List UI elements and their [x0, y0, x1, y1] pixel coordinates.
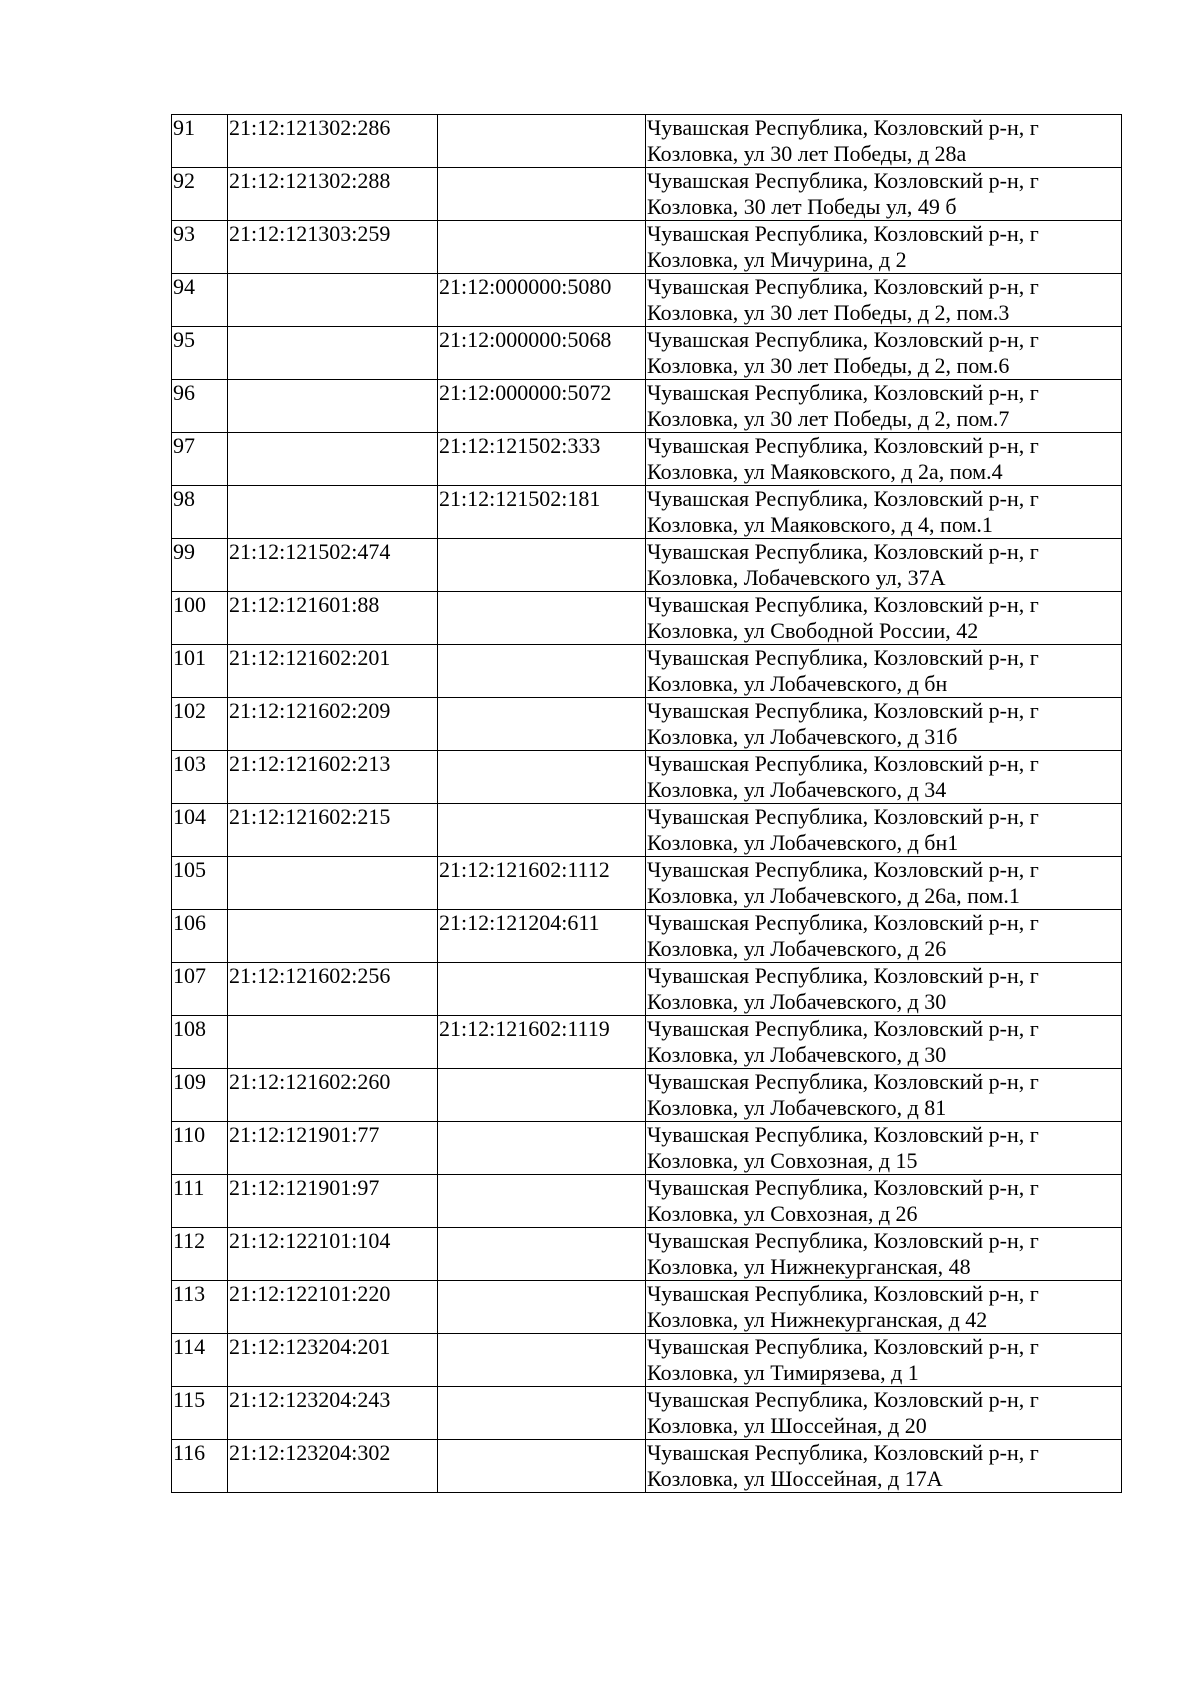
land-cadastral-number-cell: 21:12:121602:256 — [228, 963, 438, 1016]
row-number-cell: 105 — [172, 857, 228, 910]
land-cadastral-number-cell: 21:12:123204:201 — [228, 1334, 438, 1387]
object-cadastral-number-cell — [438, 1175, 646, 1228]
address-line-street: Козловка, ул Мичурина, д 2 — [647, 247, 907, 272]
land-cadastral-number-cell — [228, 433, 438, 486]
address-line-street: Козловка, Лобачевского ул, 37А — [647, 565, 946, 590]
address-line-region: Чувашская Республика, Козловский р-н, г — [647, 1334, 1039, 1359]
row-number-cell: 115 — [172, 1387, 228, 1440]
address-cell — [646, 910, 1122, 963]
land-cadastral-number-cell: 21:12:121303:259 — [228, 221, 438, 274]
address-line-region: Чувашская Республика, Козловский р-н, г — [647, 115, 1039, 140]
object-cadastral-number-cell: 21:12:121502:333 — [438, 433, 646, 486]
address-line-street: Козловка, ул Маяковского, д 2а, пом.4 — [647, 459, 1003, 484]
row-number-cell: 92 — [172, 168, 228, 221]
land-cadastral-number-cell: 21:12:121502:474 — [228, 539, 438, 592]
address-cell — [646, 115, 1122, 168]
address-line-street: Козловка, ул 30 лет Победы, д 2, пом.6 — [647, 353, 1010, 378]
object-cadastral-number-cell: 21:12:121602:1112 — [438, 857, 646, 910]
address-cell — [646, 486, 1122, 539]
object-cadastral-number-cell — [438, 1069, 646, 1122]
address-cell — [646, 327, 1122, 380]
address-cell — [646, 751, 1122, 804]
object-cadastral-number-cell — [438, 751, 646, 804]
land-cadastral-number-cell: 21:12:122101:220 — [228, 1281, 438, 1334]
object-cadastral-number-cell — [438, 1228, 646, 1281]
address-line-region: Чувашская Республика, Козловский р-н, г — [647, 1016, 1039, 1041]
address-line-region: Чувашская Республика, Козловский р-н, г — [647, 751, 1039, 776]
address-line-region: Чувашская Республика, Козловский р-н, г — [647, 910, 1039, 935]
address-line-street: Козловка, ул Лобачевского, д 30 — [647, 1042, 947, 1067]
row-number-cell: 93 — [172, 221, 228, 274]
land-cadastral-number-cell — [228, 380, 438, 433]
table-row — [172, 645, 1122, 698]
address-line-region: Чувашская Республика, Козловский р-н, г — [647, 1175, 1039, 1200]
row-number-cell: 103 — [172, 751, 228, 804]
object-cadastral-number-cell — [438, 592, 646, 645]
table-row — [172, 327, 1122, 380]
address-cell — [646, 857, 1122, 910]
land-cadastral-number-cell: 21:12:121601:88 — [228, 592, 438, 645]
address-cell — [646, 698, 1122, 751]
object-cadastral-number-cell — [438, 698, 646, 751]
land-cadastral-number-cell: 21:12:122101:104 — [228, 1228, 438, 1281]
address-line-region: Чувашская Республика, Козловский р-н, г — [647, 857, 1039, 882]
address-line-region: Чувашская Республика, Козловский р-н, г — [647, 539, 1039, 564]
address-line-region: Чувашская Республика, Козловский р-н, г — [647, 486, 1039, 511]
address-cell — [646, 1228, 1122, 1281]
address-cell — [646, 380, 1122, 433]
address-line-street: Козловка, 30 лет Победы ул, 49 б — [647, 194, 957, 219]
address-line-region: Чувашская Республика, Козловский р-н, г — [647, 380, 1039, 405]
land-cadastral-number-cell: 21:12:121901:97 — [228, 1175, 438, 1228]
address-line-street: Козловка, ул Лобачевского, д бн1 — [647, 830, 959, 855]
table-row — [172, 1228, 1122, 1281]
property-registry-table — [171, 114, 1122, 1493]
address-line-region: Чувашская Республика, Козловский р-н, г — [647, 1228, 1039, 1253]
table-row — [172, 1016, 1122, 1069]
land-cadastral-number-cell — [228, 1016, 438, 1069]
address-line-street: Козловка, ул Нижнекурганская, д 42 — [647, 1307, 988, 1332]
address-line-region: Чувашская Республика, Козловский р-н, г — [647, 168, 1039, 193]
address-line-region: Чувашская Республика, Козловский р-н, г — [647, 221, 1039, 246]
table-row — [172, 698, 1122, 751]
address-line-street: Козловка, ул Совхозная, д 26 — [647, 1201, 918, 1226]
address-line-street: Козловка, ул Лобачевского, д бн — [647, 671, 948, 696]
land-cadastral-number-cell: 21:12:121602:260 — [228, 1069, 438, 1122]
address-cell — [646, 804, 1122, 857]
object-cadastral-number-cell: 21:12:121204:611 — [438, 910, 646, 963]
row-number-cell: 99 — [172, 539, 228, 592]
land-cadastral-number-cell: 21:12:121302:286 — [228, 115, 438, 168]
land-cadastral-number-cell: 21:12:123204:243 — [228, 1387, 438, 1440]
address-line-region: Чувашская Республика, Козловский р-н, г — [647, 1122, 1039, 1147]
object-cadastral-number-cell — [438, 168, 646, 221]
table-row — [172, 751, 1122, 804]
address-line-region: Чувашская Республика, Козловский р-н, г — [647, 963, 1039, 988]
object-cadastral-number-cell — [438, 1122, 646, 1175]
row-number-cell: 112 — [172, 1228, 228, 1281]
row-number-cell: 102 — [172, 698, 228, 751]
object-cadastral-number-cell — [438, 539, 646, 592]
address-cell — [646, 1440, 1122, 1493]
row-number-cell: 91 — [172, 115, 228, 168]
row-number-cell: 97 — [172, 433, 228, 486]
address-line-street: Козловка, ул Лобачевского, д 31б — [647, 724, 958, 749]
land-cadastral-number-cell: 21:12:121602:215 — [228, 804, 438, 857]
table-row — [172, 486, 1122, 539]
object-cadastral-number-cell — [438, 221, 646, 274]
land-cadastral-number-cell: 21:12:121602:213 — [228, 751, 438, 804]
address-line-region: Чувашская Республика, Козловский р-н, г — [647, 592, 1039, 617]
table-row — [172, 910, 1122, 963]
address-cell — [646, 1122, 1122, 1175]
address-line-region: Чувашская Республика, Козловский р-н, г — [647, 1281, 1039, 1306]
address-line-street: Козловка, ул 30 лет Победы, д 2, пом.3 — [647, 300, 1010, 325]
table-row — [172, 592, 1122, 645]
table-row — [172, 1387, 1122, 1440]
address-cell — [646, 1069, 1122, 1122]
object-cadastral-number-cell — [438, 1387, 646, 1440]
land-cadastral-number-cell: 21:12:123204:302 — [228, 1440, 438, 1493]
address-line-region: Чувашская Республика, Козловский р-н, г — [647, 1069, 1039, 1094]
address-cell — [646, 963, 1122, 1016]
address-line-street: Козловка, ул Лобачевского, д 81 — [647, 1095, 947, 1120]
row-number-cell: 94 — [172, 274, 228, 327]
row-number-cell: 110 — [172, 1122, 228, 1175]
object-cadastral-number-cell: 21:12:000000:5072 — [438, 380, 646, 433]
address-cell — [646, 168, 1122, 221]
object-cadastral-number-cell: 21:12:121602:1119 — [438, 1016, 646, 1069]
row-number-cell: 111 — [172, 1175, 228, 1228]
row-number-cell: 114 — [172, 1334, 228, 1387]
object-cadastral-number-cell — [438, 1281, 646, 1334]
table-row — [172, 274, 1122, 327]
object-cadastral-number-cell — [438, 645, 646, 698]
table-row — [172, 1281, 1122, 1334]
table-row — [172, 1069, 1122, 1122]
address-line-region: Чувашская Республика, Козловский р-н, г — [647, 433, 1039, 458]
address-line-street: Козловка, ул Свободной России, 42 — [647, 618, 979, 643]
row-number-cell: 116 — [172, 1440, 228, 1493]
row-number-cell: 107 — [172, 963, 228, 1016]
address-cell — [646, 221, 1122, 274]
land-cadastral-number-cell — [228, 274, 438, 327]
object-cadastral-number-cell — [438, 963, 646, 1016]
address-line-region: Чувашская Республика, Козловский р-н, г — [647, 1440, 1039, 1465]
table-row — [172, 1334, 1122, 1387]
table-row — [172, 857, 1122, 910]
address-cell — [646, 1175, 1122, 1228]
address-line-street: Козловка, ул Лобачевского, д 34 — [647, 777, 947, 802]
address-line-street: Козловка, ул Шоссейная, д 17А — [647, 1466, 943, 1491]
land-cadastral-number-cell: 21:12:121602:209 — [228, 698, 438, 751]
land-cadastral-number-cell: 21:12:121302:288 — [228, 168, 438, 221]
address-line-region: Чувашская Республика, Козловский р-н, г — [647, 698, 1039, 723]
row-number-cell: 95 — [172, 327, 228, 380]
table-row — [172, 168, 1122, 221]
address-cell — [646, 1334, 1122, 1387]
address-line-street: Козловка, ул Шоссейная, д 20 — [647, 1413, 927, 1438]
row-number-cell: 98 — [172, 486, 228, 539]
row-number-cell: 96 — [172, 380, 228, 433]
table-row — [172, 221, 1122, 274]
object-cadastral-number-cell — [438, 1440, 646, 1493]
row-number-cell: 113 — [172, 1281, 228, 1334]
table-body — [172, 115, 1122, 1493]
object-cadastral-number-cell: 21:12:000000:5068 — [438, 327, 646, 380]
address-line-street: Козловка, ул Нижнекурганская, 48 — [647, 1254, 971, 1279]
address-line-region: Чувашская Республика, Козловский р-н, г — [647, 274, 1039, 299]
table-row — [172, 433, 1122, 486]
address-cell — [646, 1387, 1122, 1440]
address-cell — [646, 592, 1122, 645]
table-row — [172, 539, 1122, 592]
address-line-street: Козловка, ул Совхозная, д 15 — [647, 1148, 918, 1173]
row-number-cell: 108 — [172, 1016, 228, 1069]
row-number-cell: 100 — [172, 592, 228, 645]
address-line-street: Козловка, ул 30 лет Победы, д 2, пом.7 — [647, 406, 1010, 431]
row-number-cell: 104 — [172, 804, 228, 857]
address-line-region: Чувашская Республика, Козловский р-н, г — [647, 645, 1039, 670]
address-cell — [646, 274, 1122, 327]
address-line-region: Чувашская Республика, Козловский р-н, г — [647, 1387, 1039, 1412]
object-cadastral-number-cell — [438, 115, 646, 168]
row-number-cell: 106 — [172, 910, 228, 963]
row-number-cell: 109 — [172, 1069, 228, 1122]
land-cadastral-number-cell — [228, 910, 438, 963]
address-cell — [646, 645, 1122, 698]
land-cadastral-number-cell: 21:12:121901:77 — [228, 1122, 438, 1175]
land-cadastral-number-cell — [228, 327, 438, 380]
address-line-street: Козловка, ул Тимирязева, д 1 — [647, 1360, 919, 1385]
object-cadastral-number-cell — [438, 1334, 646, 1387]
table-row — [172, 1175, 1122, 1228]
address-cell — [646, 1281, 1122, 1334]
table-row — [172, 1440, 1122, 1493]
table-row — [172, 804, 1122, 857]
address-line-street: Козловка, ул 30 лет Победы, д 28а — [647, 141, 967, 166]
table-row — [172, 1122, 1122, 1175]
object-cadastral-number-cell — [438, 804, 646, 857]
object-cadastral-number-cell: 21:12:000000:5080 — [438, 274, 646, 327]
table-row — [172, 963, 1122, 1016]
land-cadastral-number-cell: 21:12:121602:201 — [228, 645, 438, 698]
address-line-region: Чувашская Республика, Козловский р-н, г — [647, 327, 1039, 352]
land-cadastral-number-cell — [228, 486, 438, 539]
address-line-street: Козловка, ул Лобачевского, д 26 — [647, 936, 947, 961]
address-line-street: Козловка, ул Лобачевского, д 26а, пом.1 — [647, 883, 1020, 908]
address-cell — [646, 539, 1122, 592]
address-line-region: Чувашская Республика, Козловский р-н, г — [647, 804, 1039, 829]
table-row — [172, 380, 1122, 433]
address-cell — [646, 433, 1122, 486]
row-number-cell: 101 — [172, 645, 228, 698]
table-row — [172, 115, 1122, 168]
land-cadastral-number-cell — [228, 857, 438, 910]
address-line-street: Козловка, ул Лобачевского, д 30 — [647, 989, 947, 1014]
address-cell — [646, 1016, 1122, 1069]
object-cadastral-number-cell: 21:12:121502:181 — [438, 486, 646, 539]
address-line-street: Козловка, ул Маяковского, д 4, пом.1 — [647, 512, 993, 537]
